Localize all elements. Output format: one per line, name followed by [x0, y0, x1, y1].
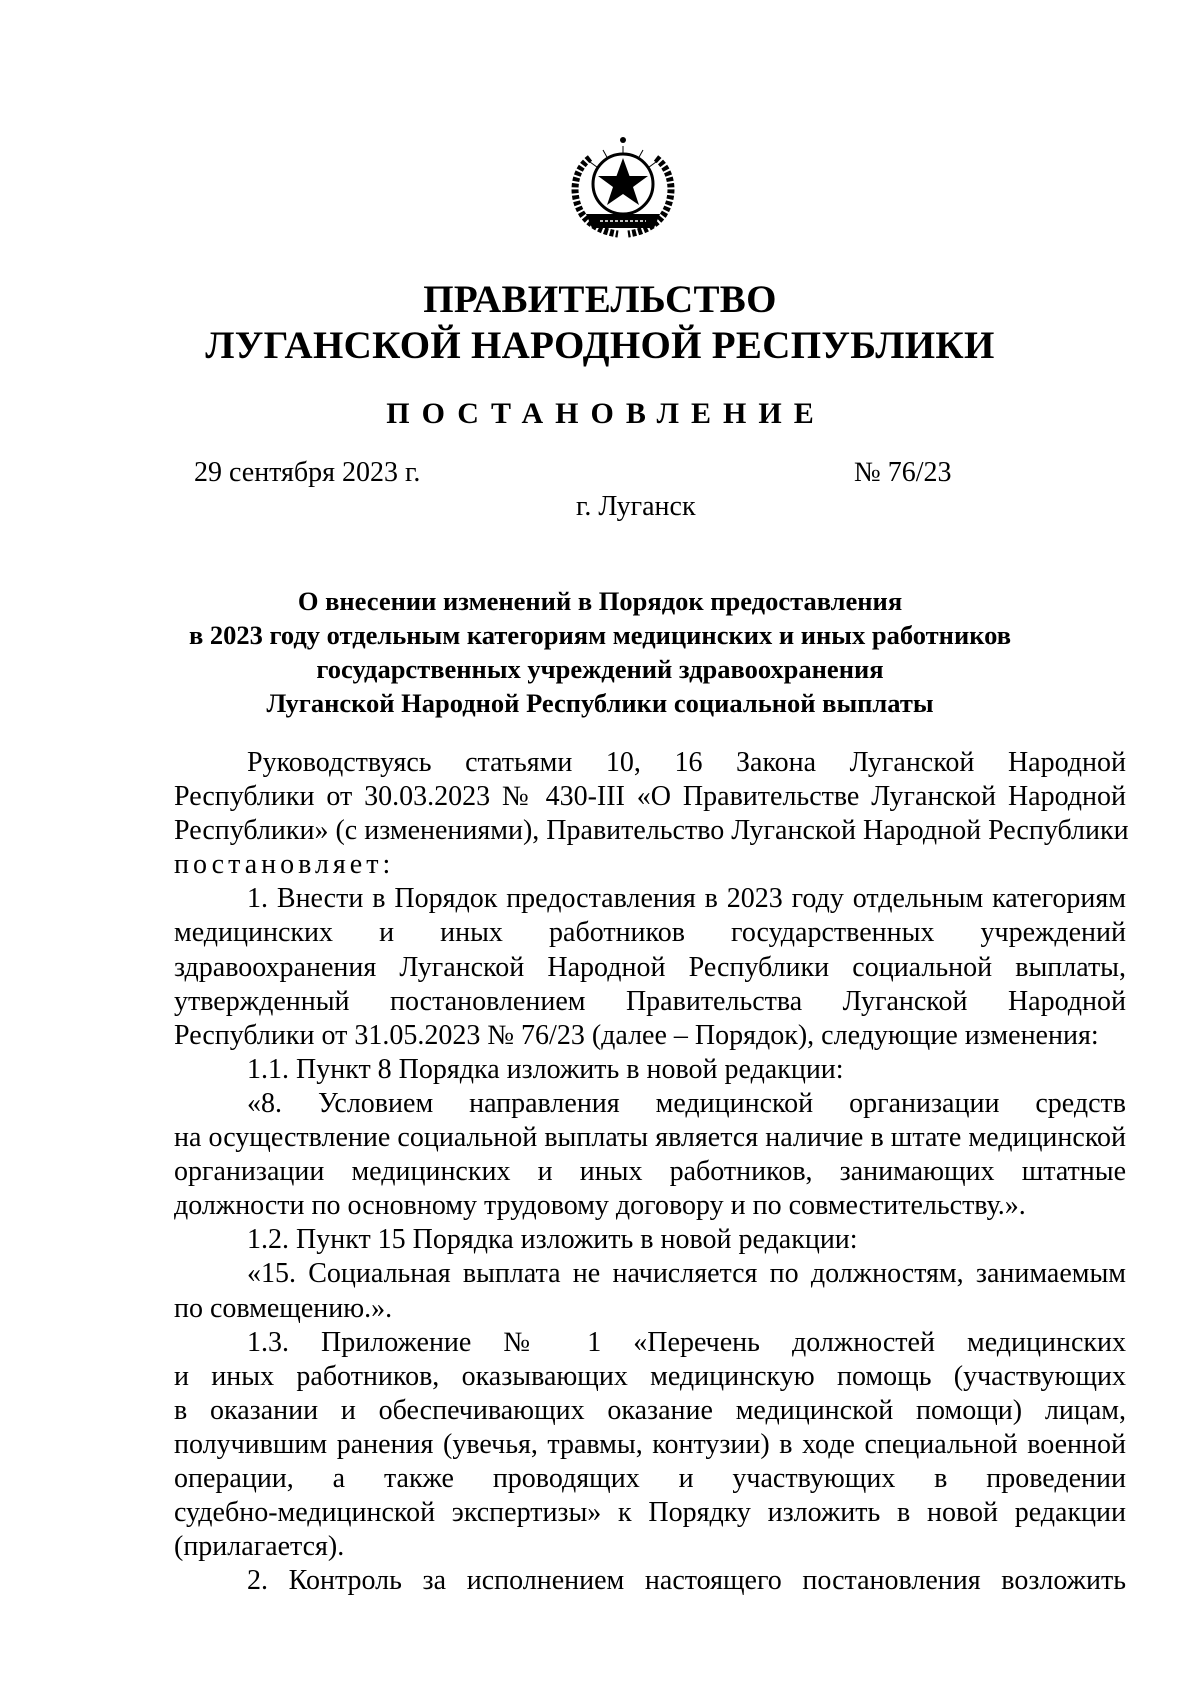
body-line: организации медицинских и иных работников, занимающих штатные — [174, 1156, 1126, 1188]
body-line: Руководствуясь статьями 10, 16 Закона Луганской Народной — [247, 747, 1126, 778]
body-line: «8. Условием направления медицинской организации средств — [247, 1087, 1126, 1119]
government-title-line1: ПРАВИТЕЛЬСТВО — [423, 278, 777, 321]
body-line: получившим ранения (увечья, травмы, контузии) в ходе специальной военной — [174, 1428, 1126, 1460]
body-line: здравоохранения Луганской Народной Республики социальной выплаты, — [174, 951, 1126, 983]
document-date: 29 сентября 2023 г. — [194, 457, 421, 488]
body-line: в оказании и обеспечивающих оказание медицинской помощи) лицам, — [174, 1394, 1126, 1426]
body-line: должности по основному трудовому договору и по совместительству.». — [174, 1190, 1026, 1222]
body-line: постановляет: — [174, 849, 395, 881]
body-line: по совмещению.». — [174, 1292, 393, 1324]
document-body — [174, 746, 1129, 1598]
body-line: Республики от 31.05.2023 № 76/23 (далее – Порядок), следующие изменения: — [174, 1019, 1099, 1051]
body-line: и иных работников, оказывающих медицинскую помощь (участвующих — [174, 1360, 1126, 1392]
body-line: операции, а также проводящих и участвующих в проведении — [174, 1462, 1126, 1494]
body-line: «15. Социальная выплата не начисляется по должностям, занимаемым — [247, 1258, 1126, 1290]
body-line: медицинских и иных работников государственных учреждений — [174, 917, 1126, 949]
body-line: 2. Контроль за исполнением настоящего постановления возложить — [247, 1565, 1126, 1597]
document-type: ПОСТАНОВЛЕНИЕ — [386, 397, 826, 430]
document-subject — [150, 584, 1050, 720]
subject-line: О внесении изменений в Порядок предоставления — [297, 586, 903, 616]
body-line: 1. Внести в Порядок предоставления в 2023 году отдельным категориям — [247, 883, 1126, 915]
document-city: г. Луганск — [576, 491, 696, 522]
body-line: утвержденный постановлением Правительства Луганской Народной — [174, 985, 1126, 1017]
subject-line: государственных учреждений здравоохранения — [316, 654, 884, 684]
document-number: № 76/23 — [854, 457, 952, 488]
subject-line: Луганской Народной Республики социальной выплаты — [266, 688, 934, 718]
body-line: 1.1. Пункт 8 Порядка изложить в новой редакции: — [247, 1053, 844, 1085]
body-line: Республики от 30.03.2023 № 430-III «О Правительстве Луганской Народной — [174, 781, 1126, 813]
body-line: Республики» (с изменениями), Правительство Луганской Народной Республики — [174, 815, 1129, 847]
body-line: на осуществление социальной выплаты является наличие в штате медицинской — [174, 1122, 1126, 1154]
subject-line: в 2023 году отдельным категориям медицинских и иных работников — [188, 620, 1012, 650]
body-line: 1.3. Приложение № 1 «Перечень должностей медицинских — [247, 1326, 1126, 1358]
body-line: 1.2. Пункт 15 Порядка изложить в новой редакции: — [247, 1224, 858, 1256]
body-line: судебно-медицинской экспертизы» к Порядку изложить в новой редакции — [174, 1497, 1126, 1529]
body-line: (прилагается). — [174, 1531, 345, 1563]
coat-of-arms-icon — [560, 128, 686, 240]
government-title-line2: ЛУГАНСКОЙ НАРОДНОЙ РЕСПУБЛИКИ — [205, 324, 995, 367]
